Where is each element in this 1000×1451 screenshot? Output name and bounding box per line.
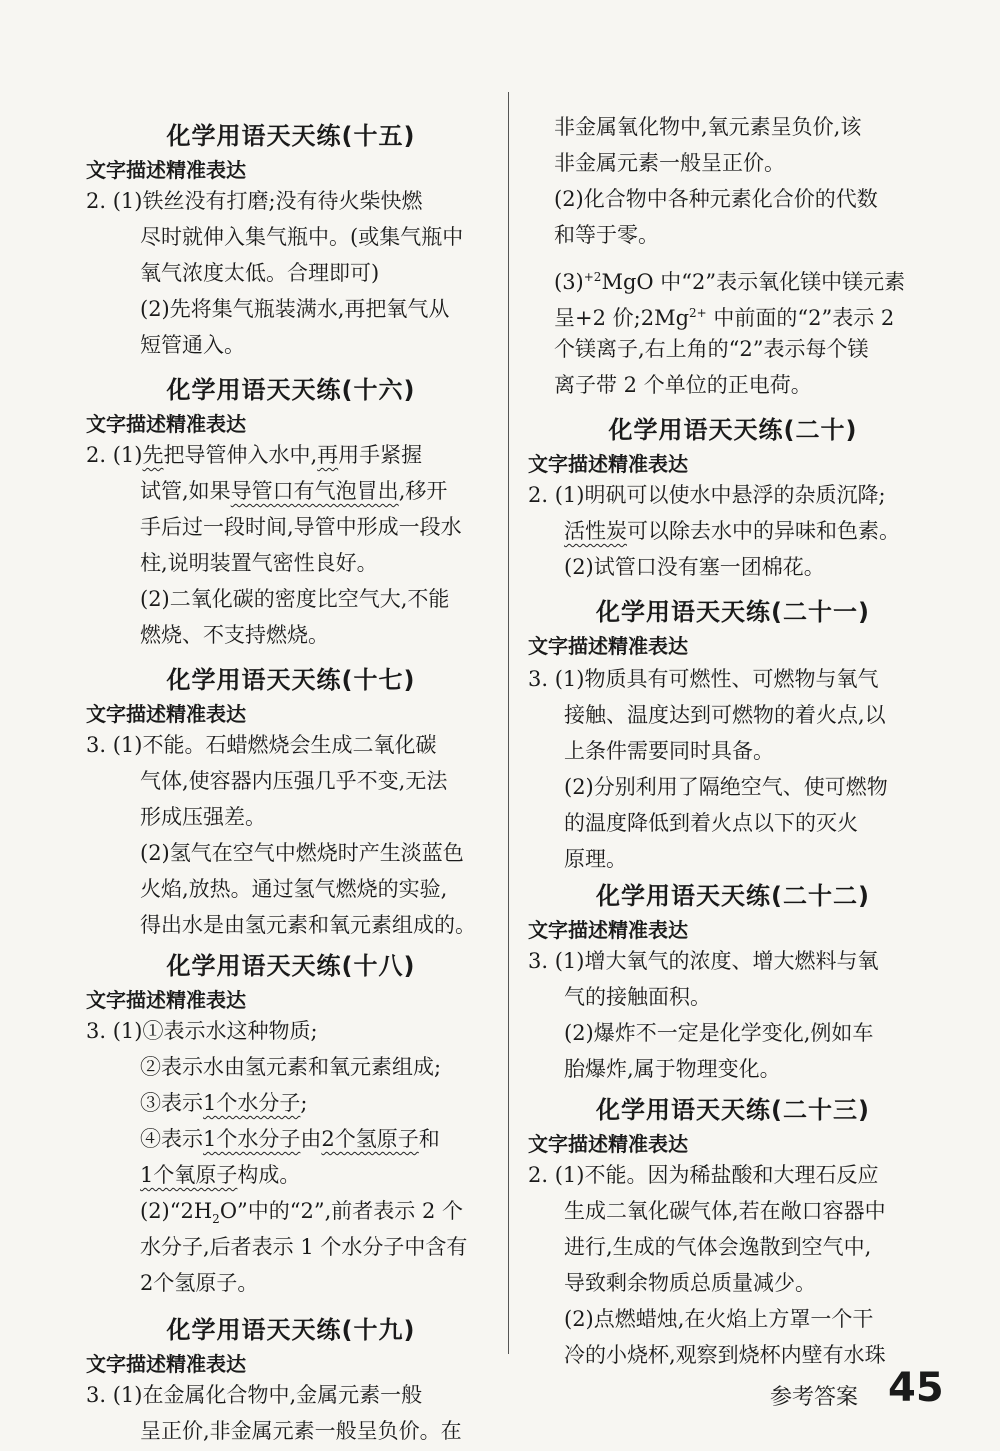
answer-line: (2)二氧化碳的密度比空气大,不能 bbox=[140, 587, 450, 611]
answer-line: 3. (1)增大氧气的浓度、增大燃料与氧 bbox=[528, 949, 879, 973]
answer-text: ,移开 bbox=[398, 479, 448, 503]
section-title-16: 化学用语天天练(十六) bbox=[166, 376, 416, 404]
section-subtitle-21: 文字描述精准表达 bbox=[528, 634, 688, 658]
section-subtitle-17: 文字描述精准表达 bbox=[86, 702, 246, 726]
answer-line: (2)点燃蜡烛,在火焰上方罩一个干 bbox=[564, 1307, 874, 1331]
answer-line: 接触、温度达到可燃物的着火点,以 bbox=[564, 703, 886, 727]
answer-line: 气体,使容器内压强几乎不变,无法 bbox=[140, 769, 448, 793]
answer-line: 火焰,放热。通过氢气燃烧的实验, bbox=[140, 877, 448, 901]
answer-line bbox=[564, 516, 900, 546]
answer-text: 把导管伸入水中, bbox=[163, 443, 318, 467]
wavy-emphasis: 1个氧原子 bbox=[140, 1163, 238, 1187]
answer-text: (3) bbox=[554, 270, 584, 294]
answer-line: 水分子,后者表示 1 个水分子中含有 bbox=[140, 1235, 468, 1259]
answer-line: 2个氢原子。 bbox=[140, 1271, 259, 1295]
answer-text: ④表示 bbox=[140, 1127, 203, 1151]
answer-line: 进行,生成的气体会逸散到空气中, bbox=[564, 1235, 872, 1259]
answer-line: 氧气浓度太低。合理即可) bbox=[140, 261, 380, 285]
answer-text: 试管,如果 bbox=[140, 479, 231, 503]
answer-line: 离子带 2 个单位的正电荷。 bbox=[554, 373, 812, 397]
section-subtitle-20: 文字描述精准表达 bbox=[528, 452, 688, 476]
section-subtitle-15: 文字描述精准表达 bbox=[86, 158, 246, 182]
answer-line: 短管通入。 bbox=[140, 333, 245, 357]
answer-text: 构成。 bbox=[237, 1163, 301, 1187]
section-title-18: 化学用语天天练(十八) bbox=[166, 952, 416, 980]
answer-line: 得出水是由氢元素和氧元素组成的。 bbox=[140, 913, 476, 937]
answer-line bbox=[140, 1088, 307, 1118]
answer-text: 用手紧握 bbox=[338, 443, 423, 467]
answer-line: 3. (1)在金属化合物中,金属元素一般 bbox=[86, 1383, 423, 1407]
answer-text: ; bbox=[300, 1091, 308, 1115]
answer-line: 手后过一段时间,导管中形成一段水 bbox=[140, 515, 462, 539]
page-number: 45 bbox=[888, 1365, 944, 1411]
answer-line: 非金属氧化物中,氧元素呈负价,该 bbox=[554, 115, 862, 139]
answer-line: (2)化合物中各种元素化合价的代数 bbox=[554, 187, 878, 211]
section-title-19: 化学用语天天练(十九) bbox=[166, 1316, 416, 1344]
answer-line bbox=[86, 440, 422, 470]
wavy-emphasis: 再 bbox=[317, 443, 339, 467]
footer-label: 参考答案 bbox=[770, 1385, 859, 1410]
answer-line: 气的接触面积。 bbox=[564, 985, 711, 1009]
wavy-emphasis: 1个水分子 bbox=[203, 1127, 301, 1151]
answer-line bbox=[140, 1196, 463, 1234]
answer-line: 3. (1)①表示水这种物质; bbox=[86, 1019, 318, 1043]
answer-text: O”中的“2”,前者表示 2 个 bbox=[219, 1199, 463, 1223]
answer-text: 由 bbox=[300, 1127, 322, 1151]
answer-line: 柱,说明装置气密性良好。 bbox=[140, 551, 378, 575]
answer-text: 和 bbox=[418, 1127, 440, 1151]
ion-superscript: 2+ bbox=[689, 306, 707, 320]
answer-text: 可以除去水中的异味和色素。 bbox=[627, 519, 900, 543]
answer-text: ③表示 bbox=[140, 1091, 203, 1115]
answer-line: 燃烧、不支持燃烧。 bbox=[140, 623, 329, 647]
column-divider bbox=[508, 92, 509, 1354]
answer-line: 胎爆炸,属于物理变化。 bbox=[564, 1057, 781, 1081]
answer-line bbox=[140, 476, 447, 506]
answer-line: (2)试管口没有塞一团棉花。 bbox=[564, 555, 825, 579]
section-title-23: 化学用语天天练(二十三) bbox=[596, 1096, 870, 1124]
answer-line: 非金属元素一般呈正价。 bbox=[554, 151, 785, 175]
answer-line: 2. (1)不能。因为稀盐酸和大理石反应 bbox=[528, 1163, 879, 1187]
section-subtitle-16: 文字描述精准表达 bbox=[86, 412, 246, 436]
answer-line bbox=[140, 1124, 440, 1154]
section-title-17: 化学用语天天练(十七) bbox=[166, 666, 416, 694]
answer-line: (2)分别利用了隔绝空气、使可燃物 bbox=[564, 775, 888, 799]
answer-line: 3. (1)不能。石蜡燃烧会生成二氧化碳 bbox=[86, 733, 437, 757]
answer-line: 尽时就伸入集气瓶中。(或集气瓶中 bbox=[140, 225, 464, 249]
answer-line: 呈正价,非金属元素一般呈负价。在 bbox=[140, 1419, 462, 1443]
answer-line bbox=[554, 298, 894, 333]
answer-line bbox=[140, 1160, 300, 1190]
answer-line: (2)氢气在空气中燃烧时产生淡蓝色 bbox=[140, 841, 464, 865]
valence-superscript: +2 bbox=[583, 270, 602, 284]
answer-line: 2. (1)铁丝没有打磨;没有待火柴快燃 bbox=[86, 189, 423, 213]
section-subtitle-19: 文字描述精准表达 bbox=[86, 1352, 246, 1376]
answer-line: ②表示水由氢元素和氧元素组成; bbox=[140, 1055, 442, 1079]
wavy-emphasis: 活性炭 bbox=[564, 519, 627, 543]
answer-text: 2. (1) bbox=[86, 443, 143, 467]
wavy-emphasis: 2个氢原子 bbox=[321, 1127, 419, 1151]
answer-line: 和等于零。 bbox=[554, 223, 659, 247]
answer-text: MgO 中“2”表示氧化镁中镁元素 bbox=[601, 270, 906, 294]
section-subtitle-22: 文字描述精准表达 bbox=[528, 918, 688, 942]
section-title-15: 化学用语天天练(十五) bbox=[166, 122, 416, 150]
answer-text: (2)“2H bbox=[140, 1199, 213, 1223]
wavy-emphasis: 先 bbox=[142, 443, 164, 467]
answer-line: 冷的小烧杯,观察到烧杯内壁有水珠 bbox=[564, 1343, 886, 1367]
answer-line: 原理。 bbox=[564, 847, 627, 871]
answer-line: 的温度降低到着火点以下的灭火 bbox=[564, 811, 858, 835]
answer-line: (2)爆炸不一定是化学变化,例如车 bbox=[564, 1021, 874, 1045]
answer-text: 呈+2 价;2Mg bbox=[554, 306, 690, 330]
wavy-emphasis: 导管口有气泡冒出 bbox=[230, 479, 399, 503]
answer-line: 生成二氧化碳气体,若在敞口容器中 bbox=[564, 1199, 886, 1223]
answer-text: 中前面的“2”表示 2 bbox=[706, 306, 895, 330]
section-title-22: 化学用语天天练(二十二) bbox=[596, 882, 870, 910]
answer-line: 导致剩余物质总质量减少。 bbox=[564, 1271, 816, 1295]
answer-line: 3. (1)物质具有可燃性、可燃物与氧气 bbox=[528, 667, 879, 691]
answer-line: 上条件需要同时具备。 bbox=[564, 739, 774, 763]
answer-line: 个镁离子,右上角的“2”表示每个镁 bbox=[554, 337, 869, 361]
section-title-20: 化学用语天天练(二十) bbox=[608, 416, 858, 444]
answer-line: 形成压强差。 bbox=[140, 805, 266, 829]
subscript: 2 bbox=[212, 1212, 220, 1227]
answer-line: (2)先将集气瓶装满水,再把氧气从 bbox=[140, 297, 450, 321]
wavy-emphasis: 1个水分子 bbox=[203, 1091, 301, 1115]
section-subtitle-18: 文字描述精准表达 bbox=[86, 988, 246, 1012]
section-title-21: 化学用语天天练(二十一) bbox=[596, 598, 870, 626]
section-subtitle-23: 文字描述精准表达 bbox=[528, 1132, 688, 1156]
answer-line bbox=[554, 262, 905, 297]
answer-line: 2. (1)明矾可以使水中悬浮的杂质沉降; bbox=[528, 483, 886, 507]
